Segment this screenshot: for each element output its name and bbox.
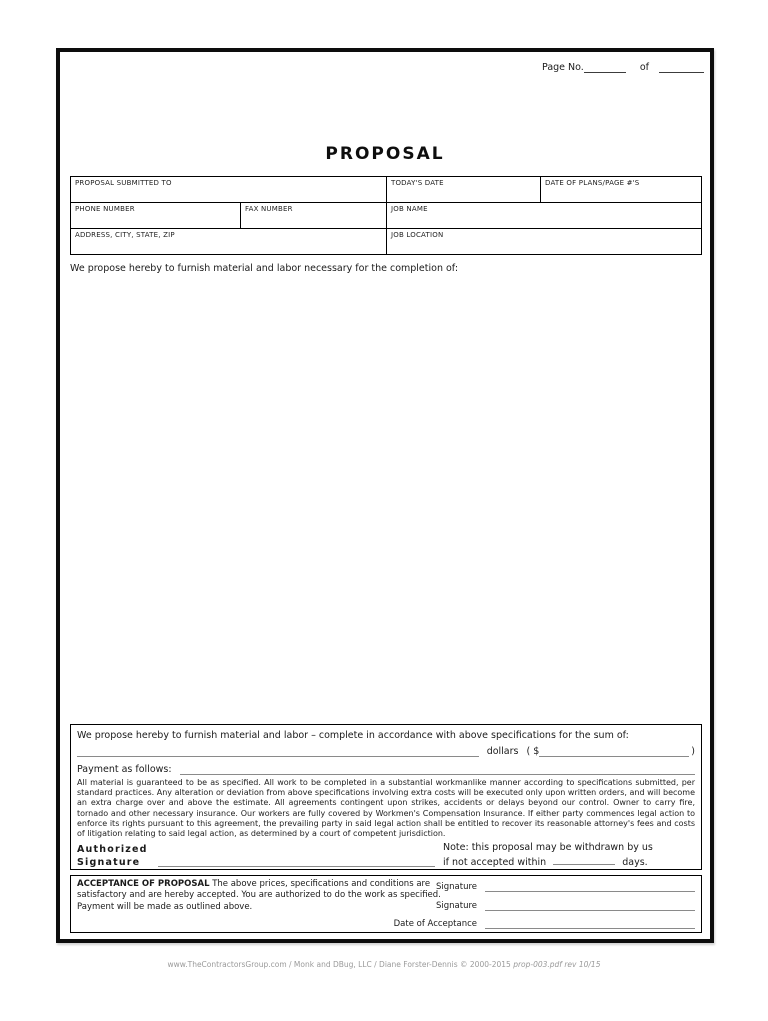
note-line-1: Note: this proposal may be withdrawn by us [443, 842, 653, 854]
note-line-2 [443, 854, 695, 869]
amount-paren-open: ( $ [526, 746, 540, 757]
proposal-page-frame [56, 48, 714, 943]
todays-date-cell[interactable] [386, 177, 540, 202]
date-of-acceptance-label: Date of Acceptance [393, 919, 477, 929]
info-table-row-3 [71, 228, 701, 254]
acceptance-body: The above prices, specifications and conditions are satisfactory and are hereby accepted. You are authorized to do the work as specified. Payment will be made as outlined above. [77, 879, 441, 912]
authorized-signature-label [77, 844, 148, 869]
acceptance-text [77, 879, 445, 913]
page-no-field[interactable] [584, 62, 626, 73]
page-number-row [542, 62, 704, 73]
authorized-signature-row [77, 841, 695, 869]
intro-statement: We propose hereby to furnish material and labor necessary for the completion of: [70, 263, 459, 274]
payment-terms-field[interactable] [180, 764, 695, 775]
dollars-label: dollars [486, 746, 519, 757]
authorized-signature-field[interactable] [158, 856, 435, 867]
date-of-acceptance-row [394, 918, 695, 929]
acceptance-signature-2-field[interactable] [485, 900, 695, 911]
signature-1-label: Signature [435, 882, 477, 892]
fax-number-label: FAX NUMBER [245, 205, 293, 213]
date-of-acceptance-field[interactable] [485, 918, 695, 929]
footer-text: www.TheContractorsGroup.com / Monk and DBug, LLC / Diane Forster-Dennis © 2000-2015 [167, 960, 514, 969]
submitted-to-label: PROPOSAL SUBMITTED TO [75, 179, 172, 187]
signature-word: Signature [77, 856, 141, 868]
info-table-row-1 [71, 177, 701, 202]
acceptance-heading: ACCEPTANCE OF PROPOSAL [77, 879, 210, 889]
payment-label: Payment as follows: [77, 764, 172, 775]
acceptance-signature-1-field[interactable] [485, 881, 695, 892]
job-name-label: JOB NAME [391, 205, 428, 213]
page-title: PROPOSAL [325, 144, 445, 164]
payment-row [77, 761, 695, 775]
page-total-field[interactable] [659, 62, 704, 73]
todays-date-label: TODAY'S DATE [391, 179, 444, 187]
work-description-area[interactable] [70, 284, 702, 718]
withdrawal-days-field[interactable] [553, 854, 615, 865]
page-no-label: Page No. [542, 62, 584, 73]
note-suffix: days. [622, 857, 648, 869]
footer-revision-text: prop-003.pdf rev 10/15 [513, 960, 601, 969]
amount-paren-close: ) [691, 746, 695, 757]
proposal-info-table [70, 176, 702, 255]
sum-amount-row [77, 744, 695, 757]
authorized-word: Authorized [77, 844, 148, 856]
withdrawal-note [443, 841, 695, 869]
fax-number-cell[interactable] [240, 203, 386, 228]
info-table-row-2 [71, 202, 701, 228]
address-cell[interactable] [71, 229, 386, 254]
acceptance-signature-row-1 [436, 881, 695, 892]
fine-print-paragraph: All material is guaranteed to be as specified. All work to be completed in a substantial workmanlike manner according to specifications submitted, per standard practices. Any alteration or deviation from above specifications involving extra costs will be executed only upon written orders, and will become an extra charge over and above the estimate. All agreements contingent upon strikes, accidents or delays beyond our control. Owner to carry fire, tornado and other necessary insurance. Our workers are fully covered by Workmen's Compensation Insurance. If either party commences legal action to enforce its rights pursuant to this agreement, the prevailing party in said legal action shall be entitled to recover its reasonable attorney's fees and costs of litigation relating to said legal action, as determined by a court of competent jurisdiction. [77, 778, 695, 839]
page-of-label: of [639, 62, 649, 73]
sum-and-terms-box [70, 724, 702, 870]
sum-statement: We propose hereby to furnish material and labor – complete in accordance with above specifications for the sum of: [77, 730, 629, 741]
sum-amount-words-field[interactable] [77, 746, 479, 757]
note-prefix: if not accepted within [443, 857, 547, 869]
phone-number-label: PHONE NUMBER [75, 205, 135, 213]
job-location-cell[interactable] [386, 229, 701, 254]
job-name-cell[interactable] [386, 203, 701, 228]
footer-credit [0, 960, 768, 969]
date-of-plans-label: DATE OF PLANS/PAGE #'S [545, 179, 640, 187]
submitted-to-cell[interactable] [71, 177, 386, 202]
phone-number-cell[interactable] [71, 203, 240, 228]
date-of-plans-cell[interactable] [540, 177, 701, 202]
job-location-label: JOB LOCATION [391, 231, 444, 239]
signature-2-label: Signature [435, 901, 477, 911]
acceptance-box [70, 875, 702, 933]
sum-amount-number-field[interactable] [539, 746, 689, 757]
acceptance-signature-row-2 [436, 900, 695, 911]
address-label: ADDRESS, CITY, STATE, ZIP [75, 231, 175, 239]
